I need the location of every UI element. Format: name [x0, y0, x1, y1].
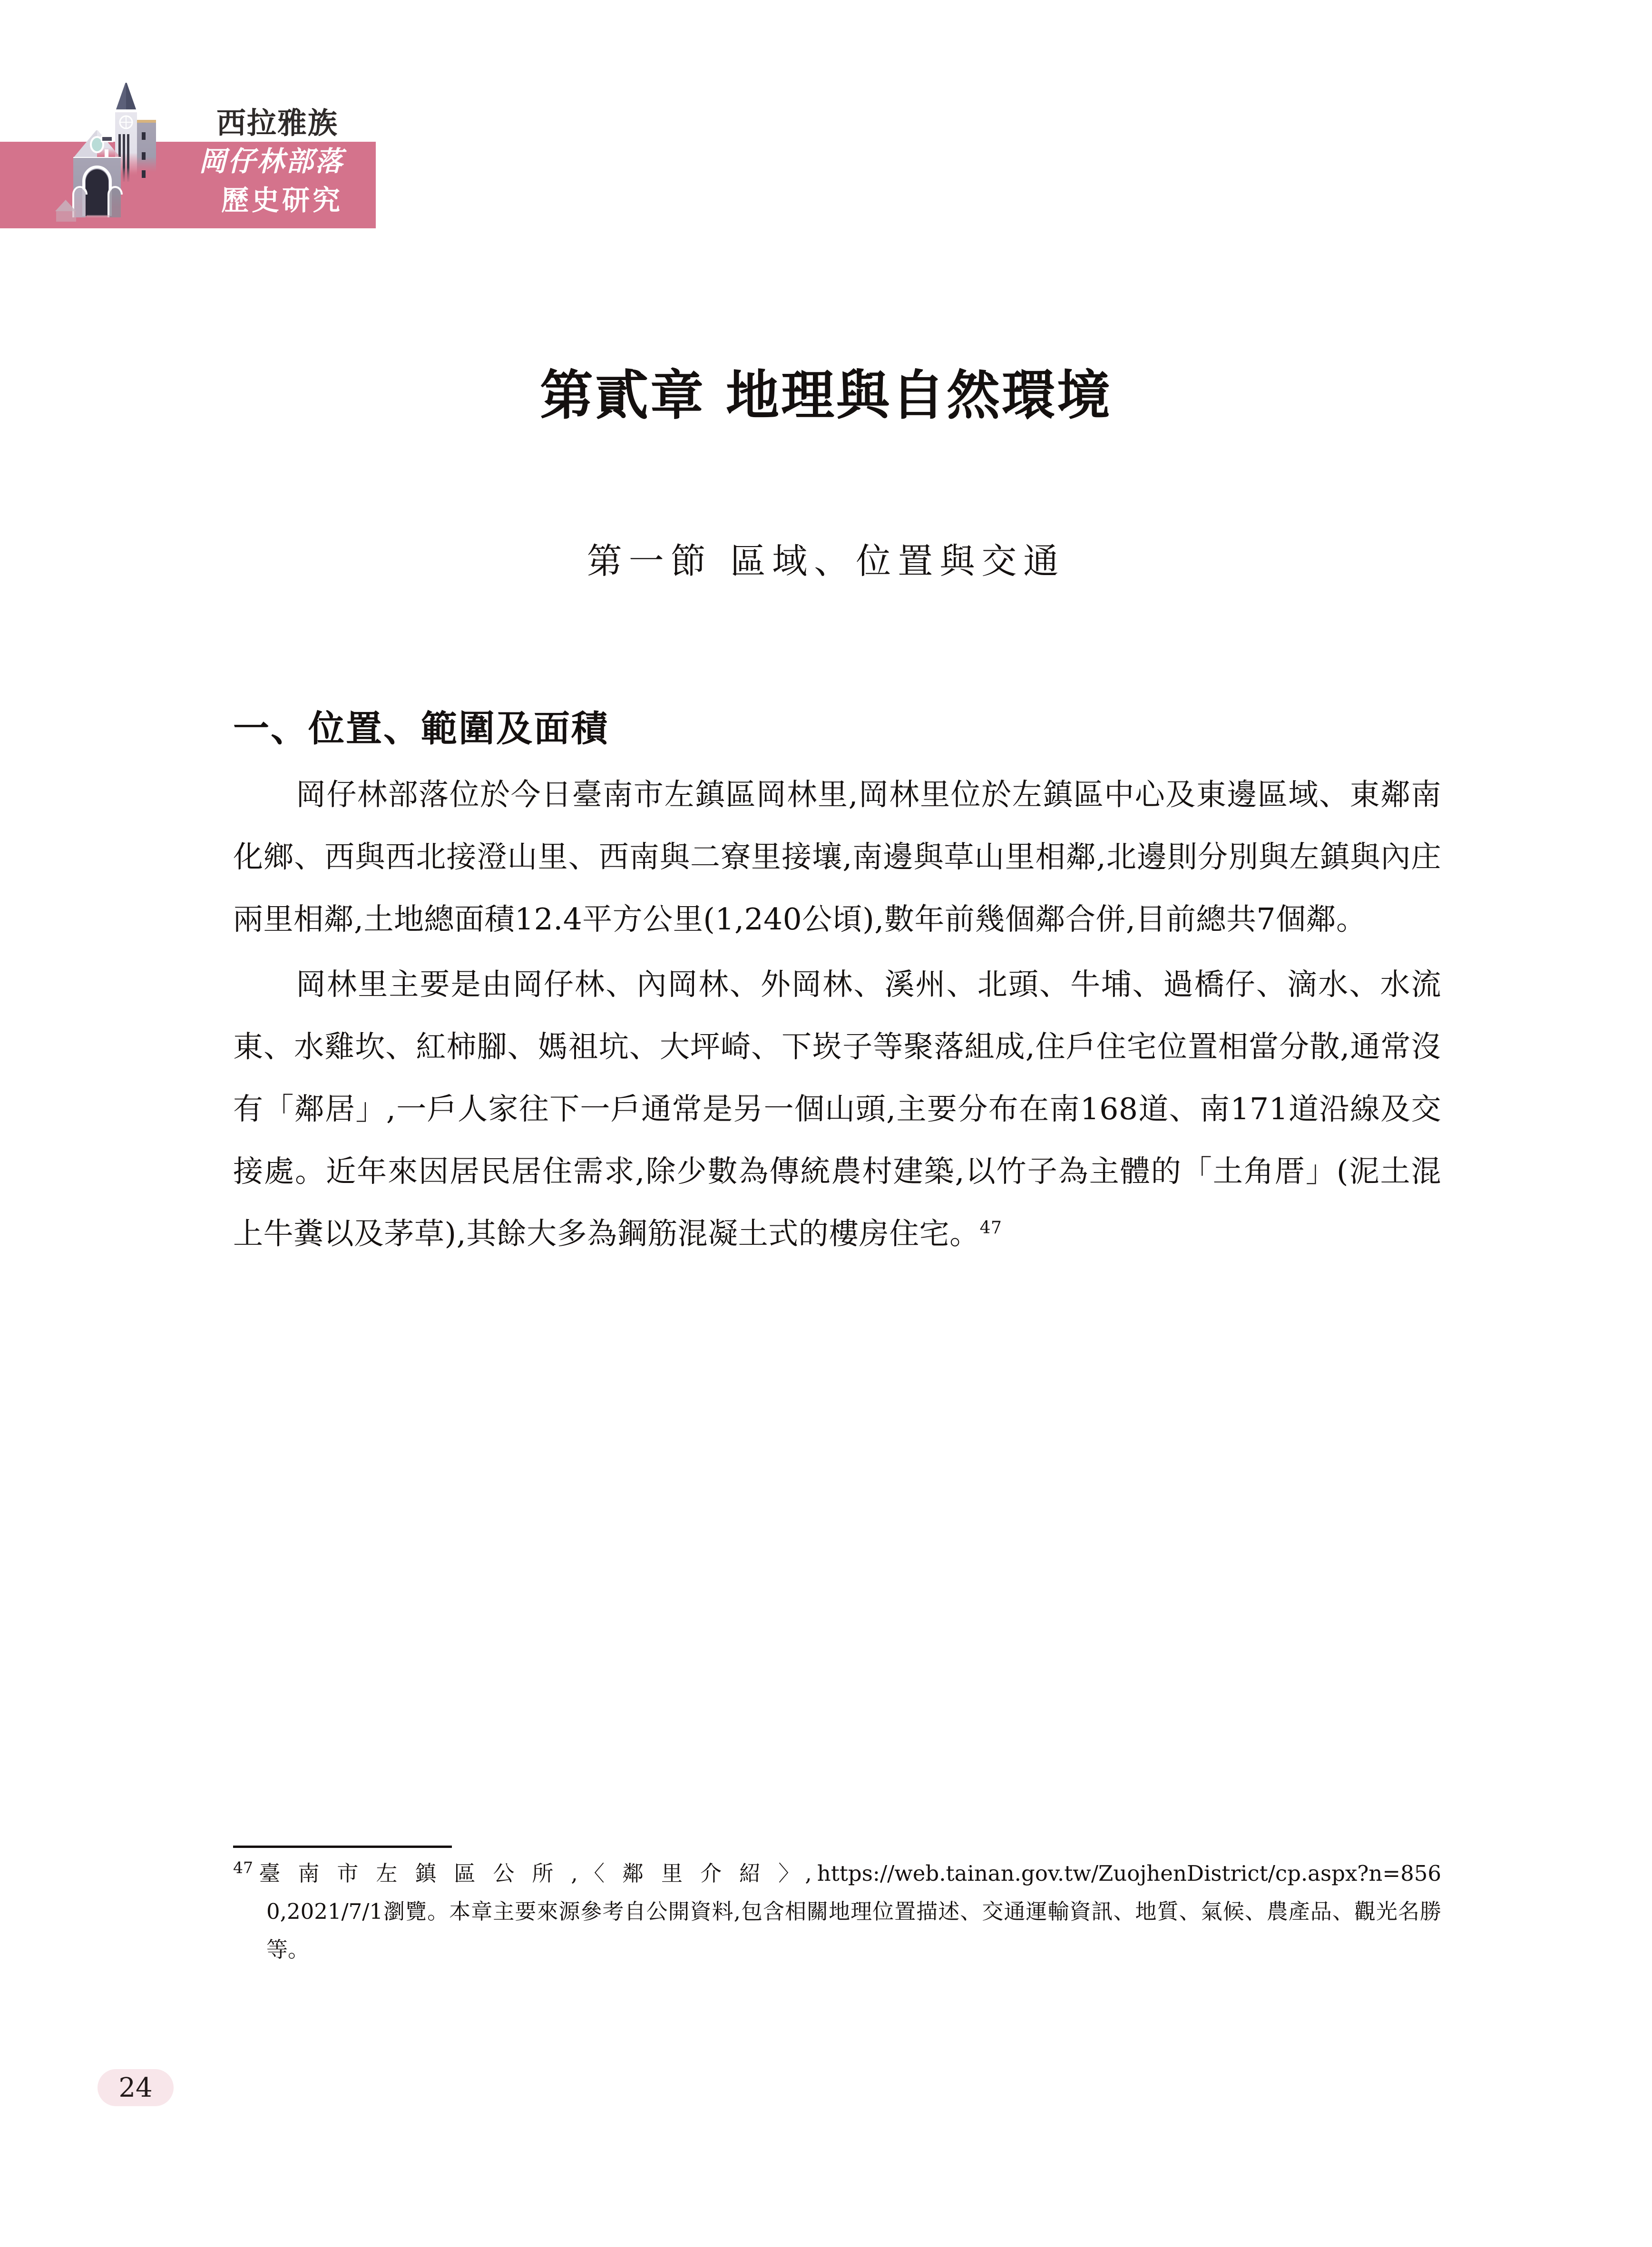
chapter-title: 第貳章 地理與自然環境	[540, 364, 1112, 427]
logo-text-village: 岡仔林部落	[199, 145, 344, 177]
footnote-separator-rule	[233, 1846, 452, 1848]
footnote-note: ,2021/7/1瀏覽。本章主要來源參考自公開資料,包含相關地理位置描述、交通運輸資訊、地質、氣候、農產品、觀光名勝等。	[266, 1899, 1441, 1962]
footnote-marker: 47	[233, 1858, 253, 1877]
paragraph-2-text: 岡林里主要是由岡仔林、內岡林、外岡林、溪州、北頭、牛埔、過橋仔、滴水、水流東、水雞坎、紅柿腳、媽祖坑、大坪崎、下崁子等聚落組成,住戶住宅位置相當分散,通常沒有「鄰居」,一戶人家往下一戶通常是另一個山頭,主要分布在南168道、南171道沿線及交接處。近年來因居民居住需求,除少數為傳統農村建築,以竹子為主體的「土角厝」(泥土混上牛糞以及茅草),其餘大多為鋼筋混凝土式的樓房住宅。	[233, 967, 1441, 1251]
section-title: 第一節 區域、位置與交通	[587, 541, 1065, 582]
logo-text-subject: 歷史研究	[221, 184, 343, 216]
subheading: 一、位置、範圍及面積	[233, 707, 609, 750]
logo-text-tribe: 西拉雅族	[216, 106, 339, 140]
paragraph-1: 岡仔林部落位於今日臺南市左鎮區岡林里,岡林里位於左鎮區中心及東邊區域、東鄰南化鄉、西與西北接澄山里、西南與二寮里接壤,南邊與草山里相鄰,北邊則分別與左鎮與內庄兩里相鄰,土地總面積12.4平方公里(1,240公頃),數年前幾個鄰合併,目前總共7個鄰。	[233, 777, 1441, 937]
footnote-source: 臺 南 市 左 鎮 區 公 所 ,〈 鄰 里 介 紹 〉,	[259, 1861, 817, 1886]
header-logo	[0, 0, 390, 238]
body-text	[233, 763, 1441, 1268]
footnote-47	[233, 1855, 1441, 1969]
page-number: 24	[98, 2069, 174, 2106]
paragraph-2	[233, 953, 1441, 1265]
footnote-area	[233, 1846, 1441, 1969]
footnote-url[interactable]: https://web.tainan.gov.tw/ZuojhenDistrict/cp.aspx?n=8560	[266, 1861, 1441, 1924]
church-photo-icon	[51, 39, 194, 229]
footnote-ref-47[interactable]: 47	[979, 1218, 1002, 1238]
